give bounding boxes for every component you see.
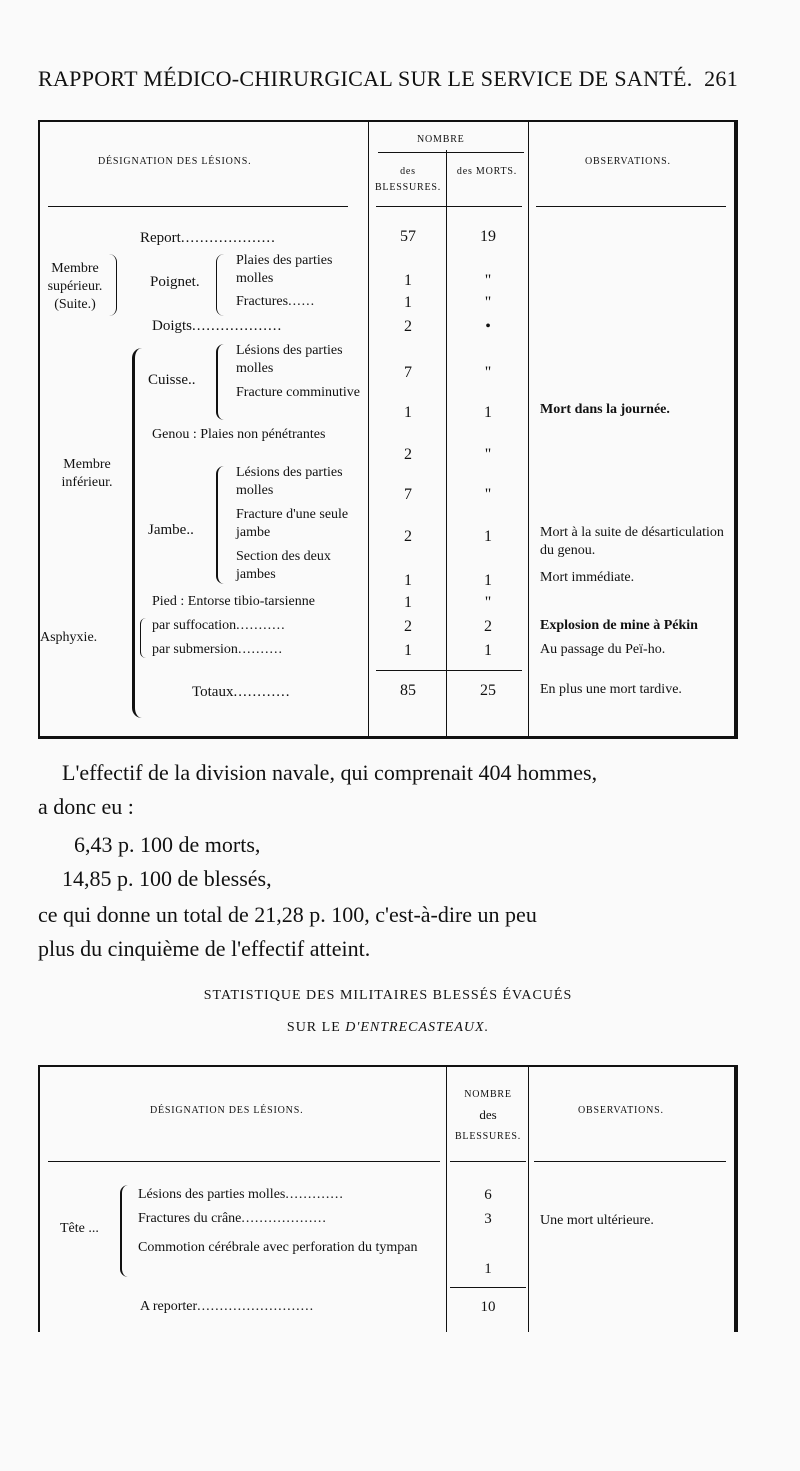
- obs-jambe-fracture: Mort à la suite de désarticulation du genou.: [540, 525, 724, 558]
- row-jambe-lesions-morts: ": [484, 486, 492, 503]
- row-submersion: par submersion..........: [152, 642, 283, 657]
- row-jambe-fracture: Fracture d'une seule jambe: [236, 507, 349, 540]
- row-cuisse-fracture-morts: 1: [484, 404, 492, 421]
- row-suffocation-blesses: 2: [404, 618, 412, 635]
- row-pied-blesses: 1: [404, 594, 412, 611]
- row-plaies-poignet: Plaies des parties molles: [236, 253, 333, 286]
- sub-cuisse: Cuisse..: [148, 372, 196, 388]
- row-tete-fractures-n: 3: [484, 1211, 492, 1227]
- col-observations-2: OBSERVATIONS.: [578, 1105, 664, 1116]
- col-nombre: NOMBRE: [417, 134, 465, 145]
- row-suffocation-morts: 2: [484, 618, 492, 635]
- row-suffocation: par suffocation...........: [152, 618, 286, 633]
- row-tete-lesions: Lésions des parties molles.............: [138, 1187, 344, 1202]
- sub-poignet: Poignet.: [150, 274, 200, 290]
- row-genou: Genou : Plaies non pénétrantes: [152, 427, 326, 442]
- sub-jambe: Jambe..: [148, 522, 194, 538]
- col-nombre-2: NOMBRE: [464, 1089, 512, 1100]
- section-title-line-1: STATISTIQUE DES MILITAIRES BLESSÉS ÉVACUÉS: [203, 988, 573, 1003]
- row-jambe-section-morts: 1: [484, 572, 492, 589]
- paragraph-line-6: plus du cinquième de l'effectif atteint.: [38, 936, 371, 961]
- row-report-blesses: 57: [400, 228, 416, 245]
- row-cuisse-fracture: Fracture comminutive: [236, 385, 361, 400]
- row-pied: Pied : Entorse tibio-tarsienne: [152, 594, 315, 609]
- col-des-2: des: [479, 1107, 497, 1122]
- group-membre-inferieur: Membre inférieur.: [61, 457, 113, 490]
- running-header: [38, 66, 738, 92]
- obs-cuisse-fracture: Mort dans la journée.: [540, 402, 670, 417]
- row-tete-commotion-n: 1: [484, 1261, 492, 1277]
- row-jambe-lesions: Lésions des parties molles: [236, 465, 343, 498]
- row-tete-lesions-n: 6: [484, 1187, 492, 1203]
- section-title-line-2: SUR LE D'ENTRECASTEAUX.: [286, 1020, 490, 1035]
- row-cuisse-lesions-blesses: 7: [404, 364, 412, 381]
- row-cuisse-fracture-blesses: 1: [404, 404, 412, 421]
- col-designation: DÉSIGNATION DES LÉSIONS.: [98, 156, 252, 167]
- a-reporter-n: 10: [480, 1299, 496, 1315]
- row-doigts: Doigts...................: [152, 318, 283, 334]
- paragraph-line-2: a donc eu :: [38, 794, 134, 819]
- table-1: [38, 120, 738, 739]
- header-title: RAPPORT MÉDICO-CHIRURGICAL SUR LE SERVICE DE SANTÉ.: [38, 66, 693, 91]
- row-totaux: Totaux............: [192, 684, 291, 700]
- row-doigts-morts: •: [485, 318, 491, 335]
- totaux-blesses: 85: [400, 682, 416, 699]
- row-genou-blesses: 2: [404, 446, 412, 463]
- group-asphyxie: Asphyxie.: [40, 630, 98, 645]
- row-report: Report....................: [140, 230, 276, 246]
- paragraph-line-3: 6,43 p. 100 de morts,: [74, 832, 261, 857]
- col-designation-2: DÉSIGNATION DES LÉSIONS.: [150, 1105, 304, 1116]
- group-tete: Tête ...: [60, 1221, 99, 1236]
- row-jambe-section: Section des deux jambes: [236, 549, 331, 582]
- row-submersion-morts: 1: [484, 642, 492, 659]
- row-cuisse-lesions: Lésions des parties molles: [236, 343, 343, 376]
- totaux-morts: 25: [480, 682, 496, 699]
- row-jambe-section-blesses: 1: [404, 572, 412, 589]
- row-cuisse-lesions-morts: ": [484, 364, 492, 381]
- paragraph-line-4: 14,85 p. 100 de blessés,: [62, 866, 272, 891]
- paragraph-line-5: ce qui donne un total de 21,28 p. 100, c'est-à-dire un peu: [38, 902, 537, 927]
- obs-submersion: Au passage du Peï-ho.: [540, 642, 666, 657]
- row-tete-fractures: Fractures du crâne...................: [138, 1211, 327, 1226]
- row-pied-morts: ": [484, 594, 492, 611]
- row-fractures-poignet-morts: ": [484, 294, 492, 311]
- obs-jambe-section: Mort immédiate.: [540, 570, 635, 585]
- row-a-reporter: A reporter..........................: [140, 1299, 315, 1314]
- col-morts: des MORTS.: [456, 166, 518, 177]
- row-doigts-blesses: 2: [404, 318, 412, 335]
- obs-suffocation: Explosion de mine à Pékin: [540, 618, 698, 633]
- row-jambe-fracture-morts: 1: [484, 528, 492, 545]
- row-plaies-poignet-morts: ": [484, 272, 492, 289]
- page-number: 261: [704, 66, 738, 91]
- row-submersion-blesses: 1: [404, 642, 412, 659]
- group-membre-superieur: Membre supérieur. (Suite.): [47, 261, 103, 312]
- row-fractures-poignet: Fractures......: [236, 294, 316, 309]
- row-jambe-lesions-blesses: 7: [404, 486, 412, 503]
- totaux-observations: En plus une mort tardive.: [540, 682, 682, 697]
- table-2: [38, 1065, 738, 1332]
- row-jambe-fracture-blesses: 2: [404, 528, 412, 545]
- col-blessures-2: BLESSURES.: [454, 1131, 522, 1142]
- paragraph-line-1: L'effectif de la division navale, qui comprenait 404 hommes,: [62, 760, 598, 785]
- obs-tete-fractures: Une mort ultérieure.: [540, 1213, 654, 1228]
- row-fractures-poignet-blesses: 1: [404, 294, 412, 311]
- row-tete-commotion: Commotion cérébrale avec perforation du tympan: [138, 1240, 418, 1255]
- col-blesses: des BLESSURES.: [374, 166, 442, 193]
- row-report-morts: 19: [480, 228, 496, 245]
- row-genou-morts: ": [484, 446, 492, 463]
- col-observations: OBSERVATIONS.: [585, 156, 671, 167]
- row-plaies-poignet-blesses: 1: [404, 272, 412, 289]
